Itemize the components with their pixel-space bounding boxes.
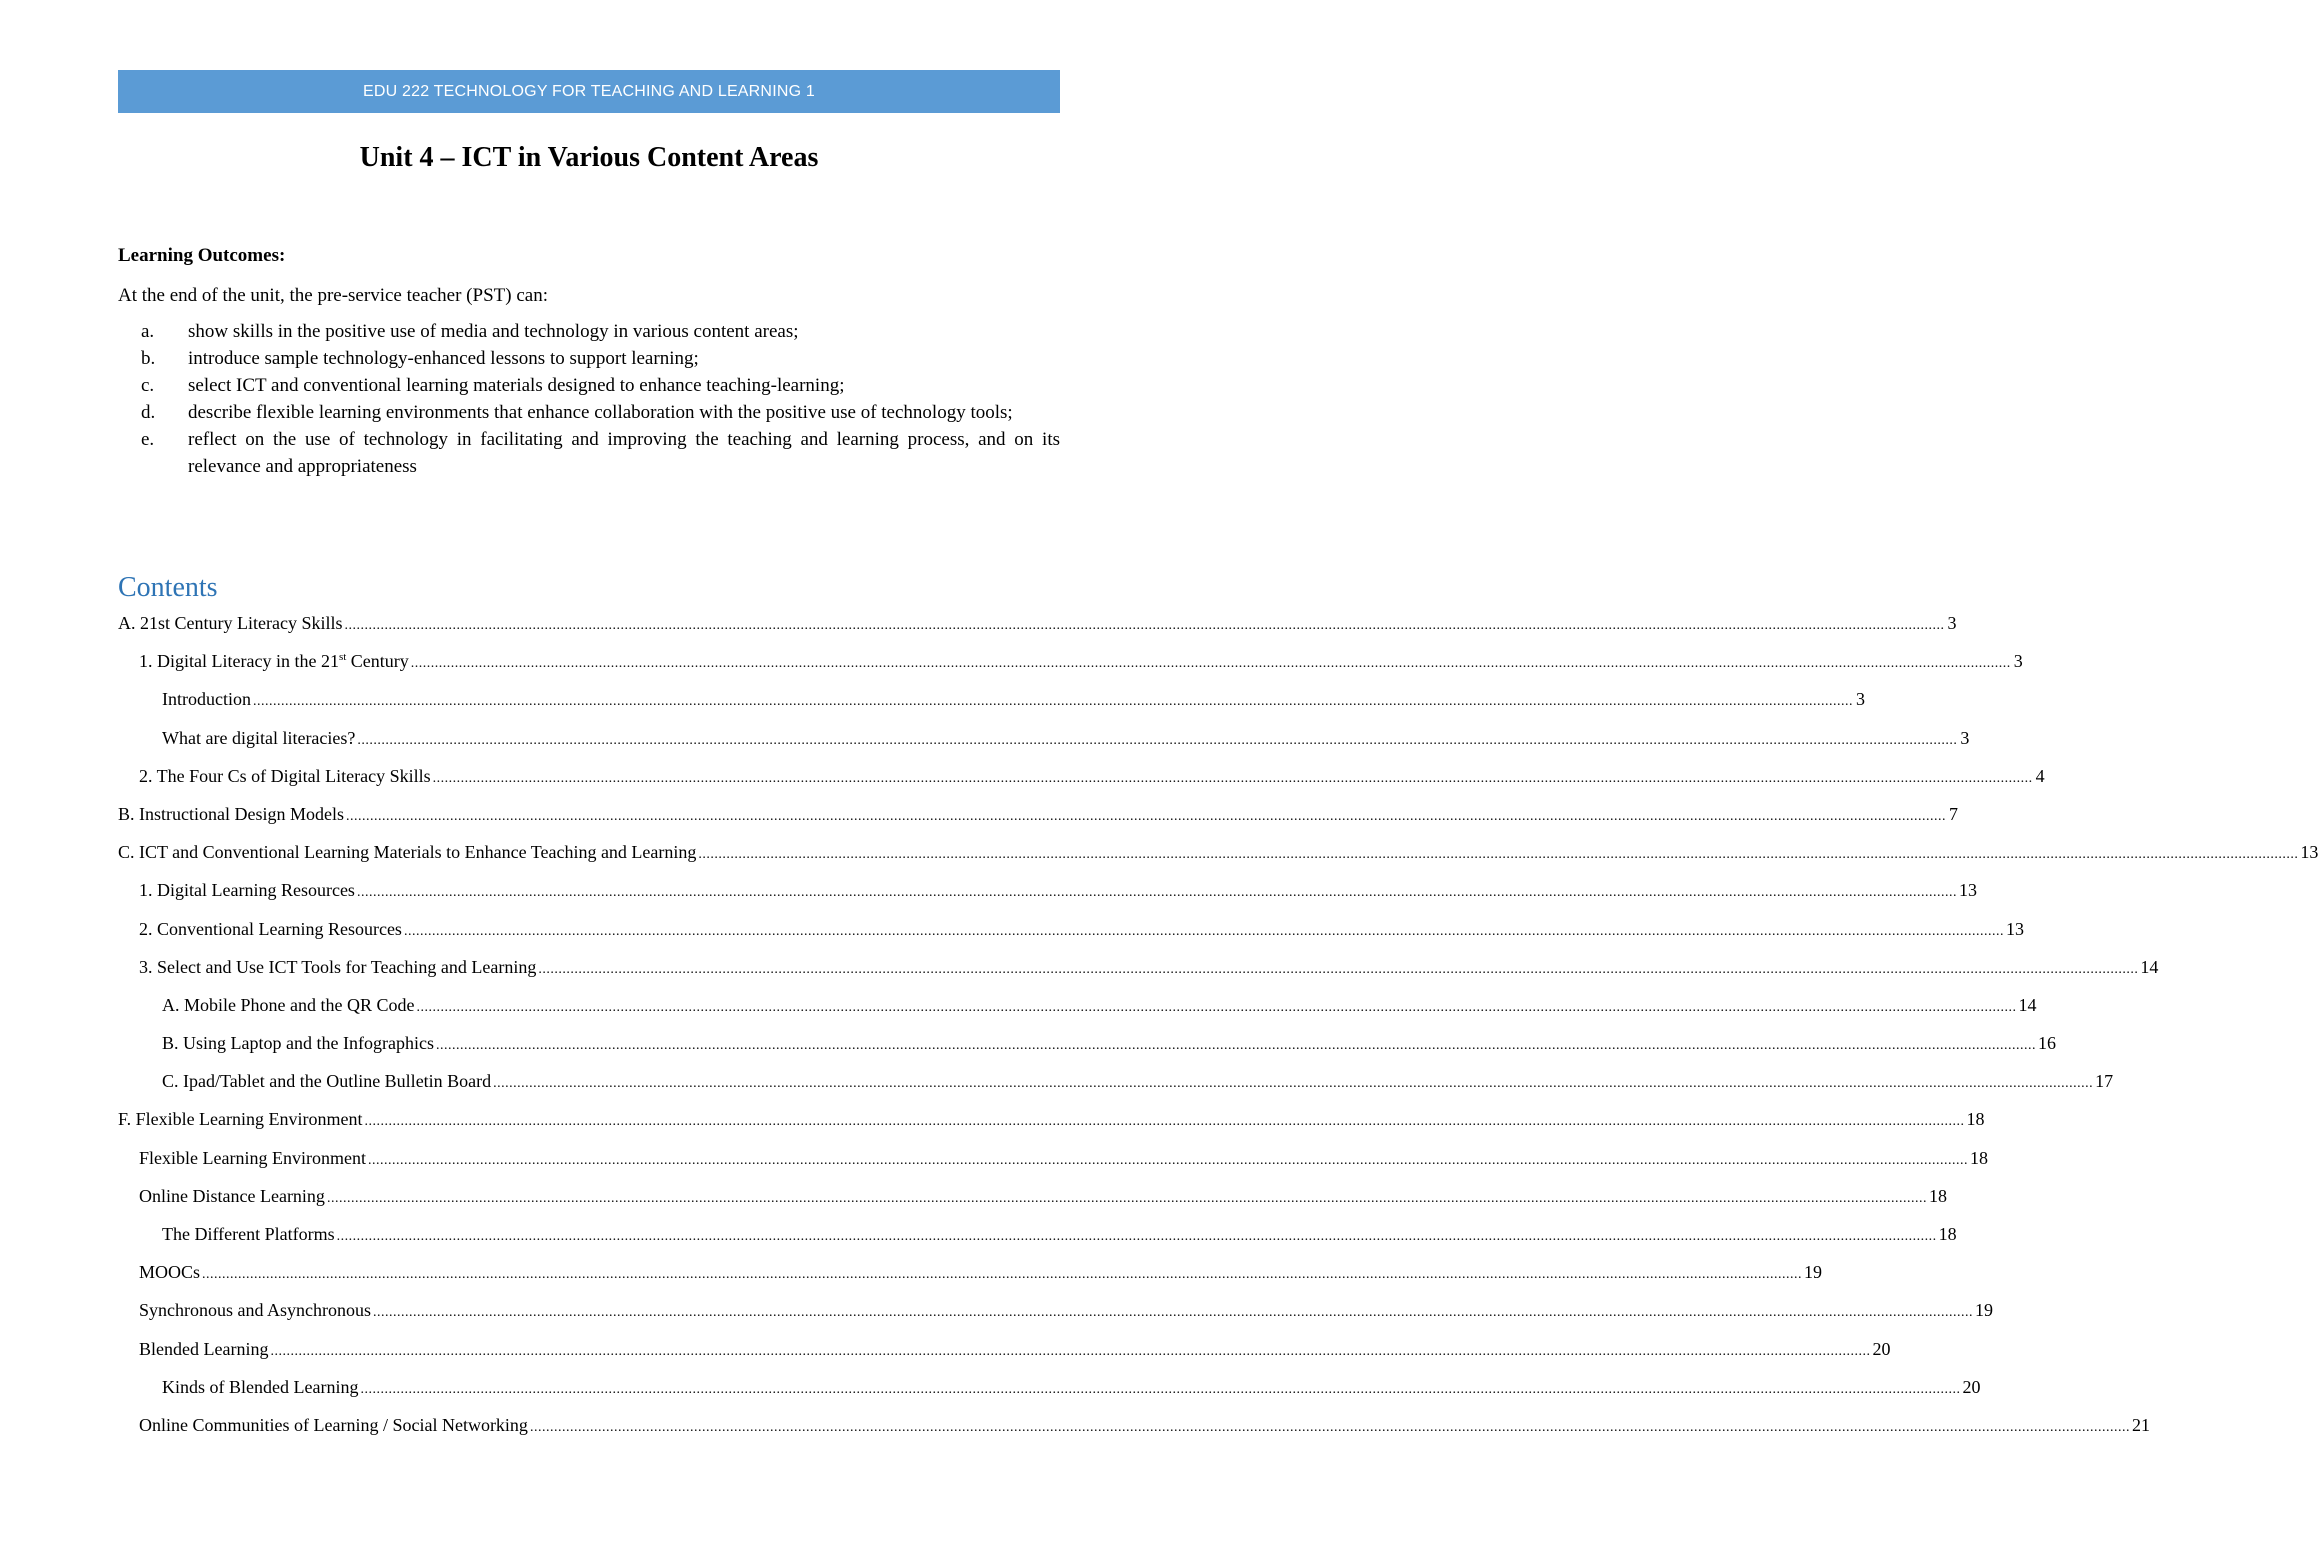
learning-outcomes-list	[118, 318, 1060, 480]
outcome-letter: a.	[141, 321, 155, 342]
toc-dot-leader: ................................................................................................................................................................................................................................................................................................................................................................................................................	[326, 1190, 1927, 1206]
toc-entry[interactable]	[118, 608, 1957, 646]
toc-entry-label: Blended Learning	[139, 1338, 269, 1359]
toc-page-number: 3	[1855, 689, 1865, 710]
toc-entry-label: B. Instructional Design Models	[118, 803, 344, 824]
outcome-letter: b.	[141, 348, 156, 369]
toc-dot-leader: ................................................................................................................................................................................................................................................................................................................................................................................................................	[435, 1038, 2036, 1054]
outcome-text: reflect on the use of technology in facilitating and improving the teaching and learning process, and on its relevance and appropriateness	[188, 429, 1060, 477]
toc-entry[interactable]	[118, 1410, 2150, 1448]
page-title: Unit 4 – ICT in Various Content Areas	[359, 142, 819, 173]
toc-page-number: 18	[1969, 1147, 1988, 1168]
outcome-item	[118, 345, 1060, 372]
toc-entry-label: The Different Platforms	[162, 1224, 335, 1244]
toc-entry-label: Online Communities of Learning / Social Networking	[139, 1414, 528, 1435]
toc-dot-leader: ................................................................................................................................................................................................................................................................................................................................................................................................................	[252, 694, 1853, 710]
toc-dot-leader: ................................................................................................................................................................................................................................................................................................................................................................................................................	[367, 1152, 1968, 1168]
toc-entry[interactable]	[118, 1257, 1823, 1295]
toc-entry-label: A. Mobile Phone and the QR Code	[162, 994, 415, 1015]
toc-page-number: 3	[1947, 613, 1957, 633]
toc-dot-leader: ................................................................................................................................................................................................................................................................................................................................................................................................................	[403, 923, 2004, 939]
toc-dot-leader: ................................................................................................................................................................................................................................................................................................................................................................................................................	[698, 847, 2299, 863]
toc-dot-leader: ................................................................................................................................................................................................................................................................................................................................................................................................................	[493, 1076, 2094, 1092]
toc-entry[interactable]	[118, 1295, 1993, 1333]
toc-entry[interactable]	[118, 684, 1865, 722]
toc-dot-leader: ................................................................................................................................................................................................................................................................................................................................................................................................................	[529, 1419, 2130, 1435]
toc-entry-label: Online Distance Learning	[139, 1185, 325, 1206]
toc-entry-label: 1. Digital Literacy in the 21st Century	[139, 651, 409, 672]
toc-entry-label: B. Using Laptop and the Infographics	[162, 1033, 434, 1054]
toc-entry-label: C. ICT and Conventional Learning Materials to Enhance Teaching and Learning	[118, 842, 697, 863]
toc-entry[interactable]	[118, 1143, 1988, 1181]
toc-page-number: 3	[2013, 651, 2023, 672]
toc-dot-leader: ................................................................................................................................................................................................................................................................................................................................................................................................................	[357, 732, 1958, 748]
toc-page-number: 14	[2140, 956, 2159, 977]
toc-page-number: 17	[2095, 1071, 2114, 1092]
toc-page-number: 18	[1966, 1109, 1985, 1130]
toc-entry-label: Flexible Learning Environment	[139, 1147, 366, 1168]
toc-entry-label: Introduction	[162, 689, 251, 710]
toc-page-number: 14	[2018, 994, 2037, 1015]
course-title: EDU 222 TECHNOLOGY FOR TEACHING AND LEARNING 1	[363, 82, 815, 100]
toc-entry[interactable]	[118, 1181, 1947, 1219]
toc-entry-label: A. 21st Century Literacy Skills	[118, 613, 343, 633]
toc-page-number: 13	[2005, 918, 2024, 939]
toc-entry[interactable]	[118, 761, 2045, 799]
toc-page-number: 19	[1975, 1300, 1993, 1321]
toc-entry-label: 2. The Four Cs of Digital Literacy Skills	[139, 765, 431, 786]
toc-dot-leader: ................................................................................................................................................................................................................................................................................................................................................................................................................	[373, 1305, 1973, 1321]
toc-entry[interactable]	[118, 990, 2037, 1028]
outcome-item	[118, 372, 1060, 399]
toc-page-number: 13	[2300, 842, 2318, 863]
toc-dot-leader: ................................................................................................................................................................................................................................................................................................................................................................................................................	[202, 1267, 1803, 1283]
toc-entry[interactable]	[118, 723, 1970, 761]
toc-entry[interactable]	[118, 875, 1977, 913]
outcome-letter: c.	[141, 375, 155, 396]
outcome-text: introduce sample technology-enhanced lessons to support learning;	[188, 348, 699, 369]
toc-entry-label: F. Flexible Learning Environment	[118, 1109, 363, 1130]
toc-page-number: 20	[1872, 1338, 1891, 1359]
toc-entry[interactable]	[118, 1066, 2114, 1104]
outcome-item	[118, 399, 1060, 426]
toc-page-number: 20	[1962, 1376, 1981, 1397]
toc-entry[interactable]	[118, 837, 2318, 875]
toc-entry[interactable]	[118, 914, 2024, 952]
toc-dot-leader: ................................................................................................................................................................................................................................................................................................................................................................................................................	[416, 999, 2017, 1015]
toc-entry[interactable]	[118, 1104, 1985, 1142]
toc-entry-label: 1. Digital Learning Resources	[139, 880, 355, 901]
toc-page-number: 7	[1948, 803, 1958, 824]
outcome-text: select ICT and conventional learning materials designed to enhance teaching-learning;	[188, 375, 845, 396]
toc-page-number: 16	[2037, 1033, 2056, 1054]
toc-entry[interactable]	[118, 646, 2023, 684]
toc-dot-leader: ................................................................................................................................................................................................................................................................................................................................................................................................................	[336, 1229, 1937, 1244]
toc-dot-leader: ................................................................................................................................................................................................................................................................................................................................................................................................................	[410, 656, 2011, 672]
toc-page-number: 4	[2035, 765, 2045, 786]
outcome-letter: e.	[141, 429, 155, 450]
toc-entry-superscript: st	[338, 651, 347, 664]
outcome-item	[118, 426, 1060, 480]
toc-entry-label: C. Ipad/Tablet and the Outline Bulletin Board	[162, 1071, 492, 1092]
learning-outcomes-intro: At the end of the unit, the pre-service teacher (PST) can:	[118, 285, 548, 306]
toc-dot-leader: ................................................................................................................................................................................................................................................................................................................................................................................................................	[538, 961, 2139, 977]
toc-dot-leader: ................................................................................................................................................................................................................................................................................................................................................................................................................	[364, 1114, 1965, 1130]
toc-entry[interactable]	[118, 1334, 1891, 1372]
toc-entry-label: 2. Conventional Learning Resources	[139, 918, 402, 939]
toc-page-number: 19	[1804, 1262, 1823, 1283]
toc-dot-leader: ................................................................................................................................................................................................................................................................................................................................................................................................................	[345, 808, 1946, 824]
table-of-contents	[118, 608, 2318, 1448]
toc-page-number: 13	[1958, 880, 1977, 901]
toc-entry-label: Synchronous and Asynchronous	[139, 1300, 371, 1321]
outcome-item	[118, 318, 1060, 345]
toc-page-number: 18	[1938, 1224, 1957, 1244]
toc-page-number: 3	[1960, 727, 1970, 748]
outcome-text: show skills in the positive use of media and technology in various content areas;	[188, 321, 799, 342]
toc-entry-label: 3. Select and Use ICT Tools for Teaching and Learning	[139, 956, 537, 977]
toc-entry[interactable]	[118, 799, 1958, 837]
toc-dot-leader: ................................................................................................................................................................................................................................................................................................................................................................................................................	[344, 618, 1945, 633]
outcome-text: describe flexible learning environments that enhance collaboration with the positive use of technology tools;	[188, 402, 1013, 423]
toc-entry-label: Kinds of Blended Learning	[162, 1376, 359, 1397]
outcome-letter: d.	[141, 402, 156, 423]
toc-entry-label: What are digital literacies?	[162, 727, 356, 748]
toc-page-number: 18	[1928, 1185, 1947, 1206]
toc-dot-leader: ................................................................................................................................................................................................................................................................................................................................................................................................................	[360, 1381, 1961, 1397]
learning-outcomes-heading: Learning Outcomes:	[118, 245, 286, 266]
toc-page-number: 21	[2131, 1414, 2150, 1435]
toc-entry-label: MOOCs	[139, 1262, 201, 1283]
toc-dot-leader: ................................................................................................................................................................................................................................................................................................................................................................................................................	[432, 770, 2033, 786]
toc-entry[interactable]	[118, 1372, 1981, 1410]
contents-heading: Contents	[118, 572, 218, 603]
toc-entry[interactable]	[118, 1219, 1957, 1257]
toc-dot-leader: ................................................................................................................................................................................................................................................................................................................................................................................................................	[270, 1343, 1871, 1359]
toc-entry[interactable]	[118, 1028, 2056, 1066]
toc-dot-leader: ................................................................................................................................................................................................................................................................................................................................................................................................................	[356, 885, 1957, 901]
course-header-bar	[118, 70, 1060, 113]
toc-entry[interactable]	[118, 952, 2159, 990]
